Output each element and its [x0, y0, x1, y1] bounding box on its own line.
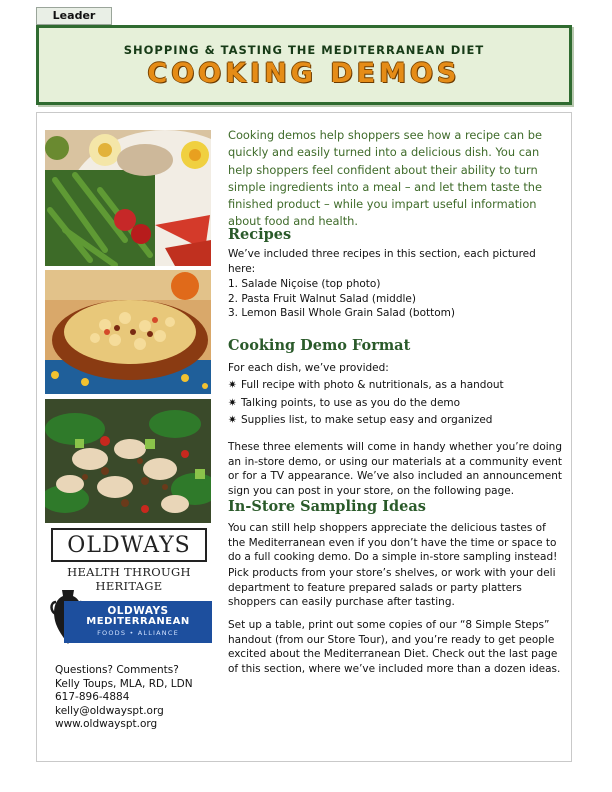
grain-salad-photo: [45, 399, 211, 523]
star-bullet-icon: ✷: [228, 414, 237, 426]
list-item: ✷ Talking points, to use as you do the demo: [228, 395, 562, 413]
oldways-tagline: HEALTH THROUGH HERITAGE: [67, 565, 191, 593]
mfa-line1: OLDWAYS: [107, 605, 169, 617]
contact-phone: 617-896-4884: [55, 691, 130, 703]
oldways-logo-box: [51, 528, 207, 562]
contact-email: kelly@oldwayspt.org: [55, 704, 164, 717]
list-item: 1. Salade Niçoise (top photo): [228, 278, 381, 290]
format-lead: For each dish, we’ve provided:: [228, 362, 389, 374]
list-item: 2. Pasta Fruit Walnut Salad (middle): [228, 292, 416, 305]
star-bullet-icon: ✷: [228, 396, 237, 409]
recipes-heading: Recipes: [228, 226, 292, 243]
star-bullet-icon: ✷: [228, 379, 237, 391]
demo-format-heading: Cooking Demo Format: [228, 337, 411, 354]
leader-guide-tab: Leader: [36, 7, 112, 25]
format-closing: These three elements will come in handy whether you’re doing an in-store demo, or using our materials at a community event or for a TV appearance. We’ve also included an announcement sign you can post in your store, on the following page.: [228, 441, 562, 497]
recipes-lead: We’ve included three recipes in this section, each pictured here:: [228, 248, 536, 275]
salade-nicoise-photo: [45, 130, 211, 266]
recipes-list: [228, 277, 562, 321]
list-item: ✷ Supplies list, to make setup easy and organized: [228, 412, 562, 430]
banner-title: COOKING DEMOS: [147, 58, 461, 89]
title-banner: [36, 25, 572, 105]
format-list: [228, 377, 562, 430]
sampling-paragraph-1: You can still help shoppers appreciate the delicious tastes of the Mediterranean even if you don’t have the time or space to do a full cooking demo. Do a simple in-store sampling instead!: [228, 522, 558, 563]
sampling-paragraph-3: Set up a table, print out some copies of our “8 Simple Steps” handout (from our Store Tour), and you’re ready to get people excited about the Mediterranean Diet. Check out the last page of this section, where we’ve included more than a dozen ideas.: [228, 619, 561, 675]
intro-paragraph: Cooking demos help shoppers see how a recipe can be quickly and easily turned into a delicious dish. You can help shoppers feel confident about their ability to turn simple ingredients into a meal – and let them taste the finished product – while you impart useful information about food and health.: [228, 128, 543, 229]
contact-website: www.oldwayspt.org: [55, 718, 158, 730]
sampling-heading: In-Store Sampling Ideas: [228, 498, 426, 515]
pasta-salad-photo: [45, 270, 211, 394]
mediterranean-foods-alliance-logo: [48, 588, 210, 648]
contact-line: Questions? Comments?: [55, 664, 179, 676]
contact-block: [55, 664, 215, 732]
list-item: 3. Lemon Basil Whole Grain Salad (bottom): [228, 307, 456, 319]
contact-name: Kelly Toups, MLA, RD, LDN: [55, 677, 193, 690]
banner-subtitle: SHOPPING & TASTING THE MEDITERRANEAN DIET: [123, 43, 485, 57]
mfa-line3: FOODS • ALLIANCE: [97, 629, 179, 637]
sampling-paragraph-2: Pick products from your store’s shelves, or work with your deli department to feature prepared salads or party platters shoppers can easily purchase after tasting.: [228, 567, 556, 608]
mfa-line2: MEDITERRANEAN: [86, 616, 190, 627]
oldways-wordmark: OLDWAYS: [67, 532, 191, 558]
oldways-logo: [48, 528, 210, 593]
list-item: ✷ Full recipe with photo & nutritionals, as a handout: [228, 377, 562, 395]
